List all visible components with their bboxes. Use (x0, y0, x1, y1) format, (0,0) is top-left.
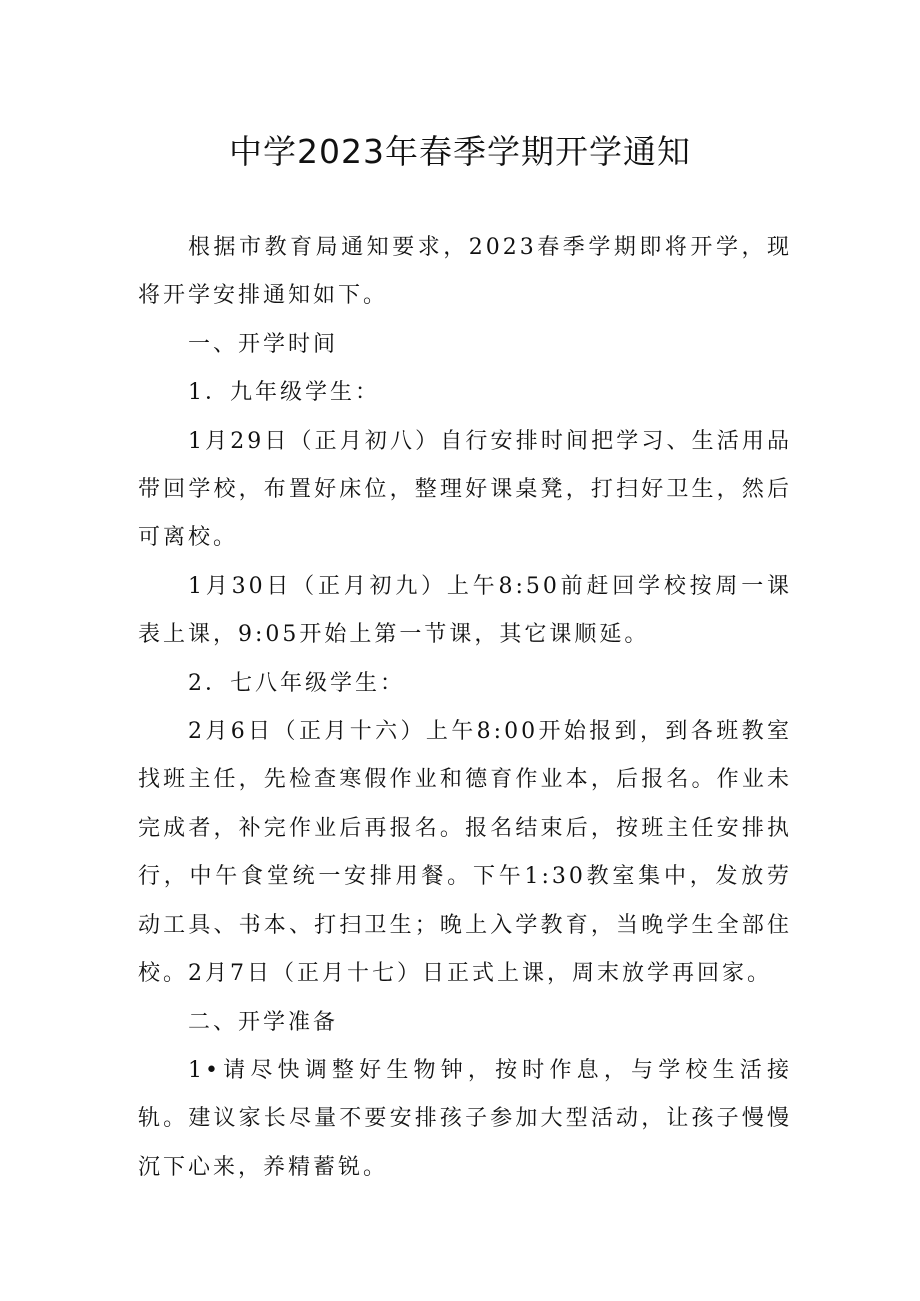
paragraph-feb-6: 2月6日（正月十六）上午8:00开始报到，到各班教室找班主任，先检查寒假作业和德育作业本，后报名。作业未完成者，补完作业后再报名。报名结束后，按班主任安排执行，中午食堂统一安排用餐。下午1:30教室集中，发放劳动工具、书本、打扫卫生；晚上入学教育，当晚学生全部住校。2月7日（正月十七）日正式上课，周末放学再回家。 (138, 719, 792, 987)
document-body (138, 224, 792, 1192)
intro-paragraph: 根据市教育局通知要求，2023春季学期即将开学，现将开学安排通知如下。 (138, 235, 792, 309)
paragraph-preparation-1: 1•请尽快调整好生物钟，按时作息，与学校生活接轨。建议家长尽量不要安排孩子参加大型活动，让孩子慢慢沉下心来，养精蓄锐。 (138, 1057, 792, 1180)
section-heading-timing: 一、开学时间 (188, 331, 339, 357)
paragraph-jan-30: 1月30日（正月初九）上午8:50前赶回学校按周一课表上课，9:05开始上第一节课，其它课顺延。 (138, 573, 792, 648)
subheading-grade-7-8: 2．七八年级学生： (188, 670, 405, 696)
section-heading-preparation: 二、开学准备 (188, 1009, 339, 1035)
document-title: 中学2023年春季学期开学通知 (229, 132, 691, 171)
paragraph-jan-29: 1月29日（正月初八）自行安排时间把学习、生活用品带回学校，布置好床位，整理好课桌凳，打扫好卫生，然后可离校。 (138, 428, 792, 551)
subheading-grade-9: 1．九年级学生： (188, 380, 380, 406)
